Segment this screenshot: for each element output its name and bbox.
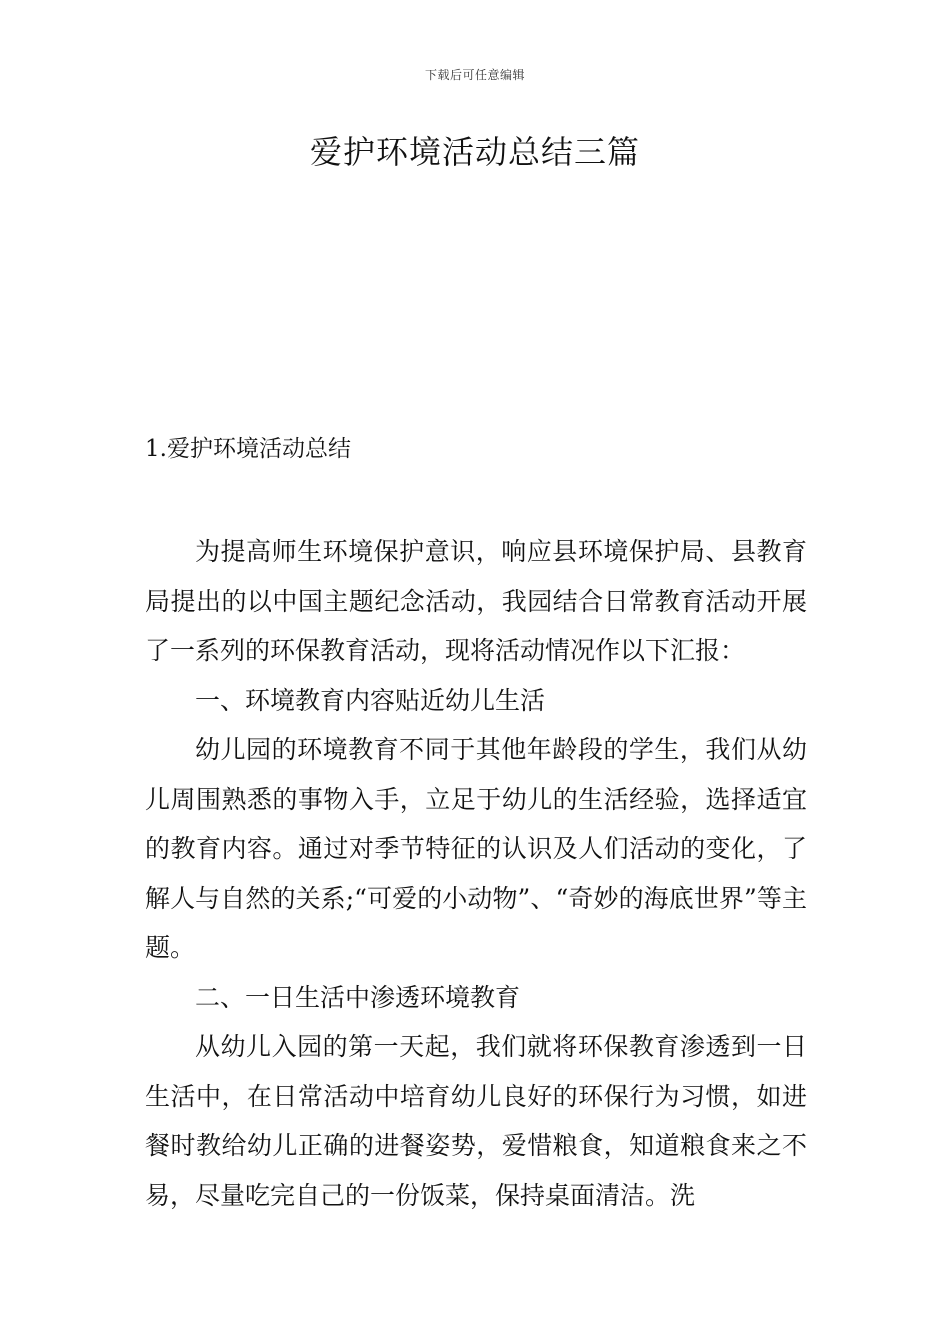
body-text [145, 527, 807, 1220]
header-note: 下载后可任意编辑 [424, 68, 525, 82]
paragraph-environment-content: 幼儿园的环境教育不同于其他年龄段的学生，我们从幼儿周围熟悉的事物入手，立足于幼儿的生活经验，选择适宜的教育内容。通过对季节特征的认识及人们活动的变化，了解人与自然的关系;“可爱的小动物”、“奇妙的海底世界”等主题。 [145, 735, 807, 962]
paragraph-subheading-1: 一、环境教育内容贴近幼儿生活 [195, 685, 546, 715]
document-title: 爱护环境活动总结三篇 [309, 133, 640, 171]
paragraph-subheading-2: 二、一日生活中渗透环境教育 [195, 982, 521, 1012]
section-heading: 1.爱护环境活动总结 [145, 436, 351, 462]
paragraph-daily-life: 从幼儿入园的第一天起，我们就将环保教育渗透到一日生活中，在日常活动中培育幼儿良好的环保行为习惯，如进餐时教给幼儿正确的进餐姿势，爱惜粮食，知道粮食来之不易，尽量吃完自己的一份饭菜，保持桌面清洁。洗 [145, 1032, 807, 1210]
paragraph-intro: 为提高师生环境保护意识，响应县环境保护局、县教育局提出的以中国主题纪念活动，我园结合日常教育活动开展了一系列的环保教育活动，现将活动情况作以下汇报： [145, 537, 807, 665]
